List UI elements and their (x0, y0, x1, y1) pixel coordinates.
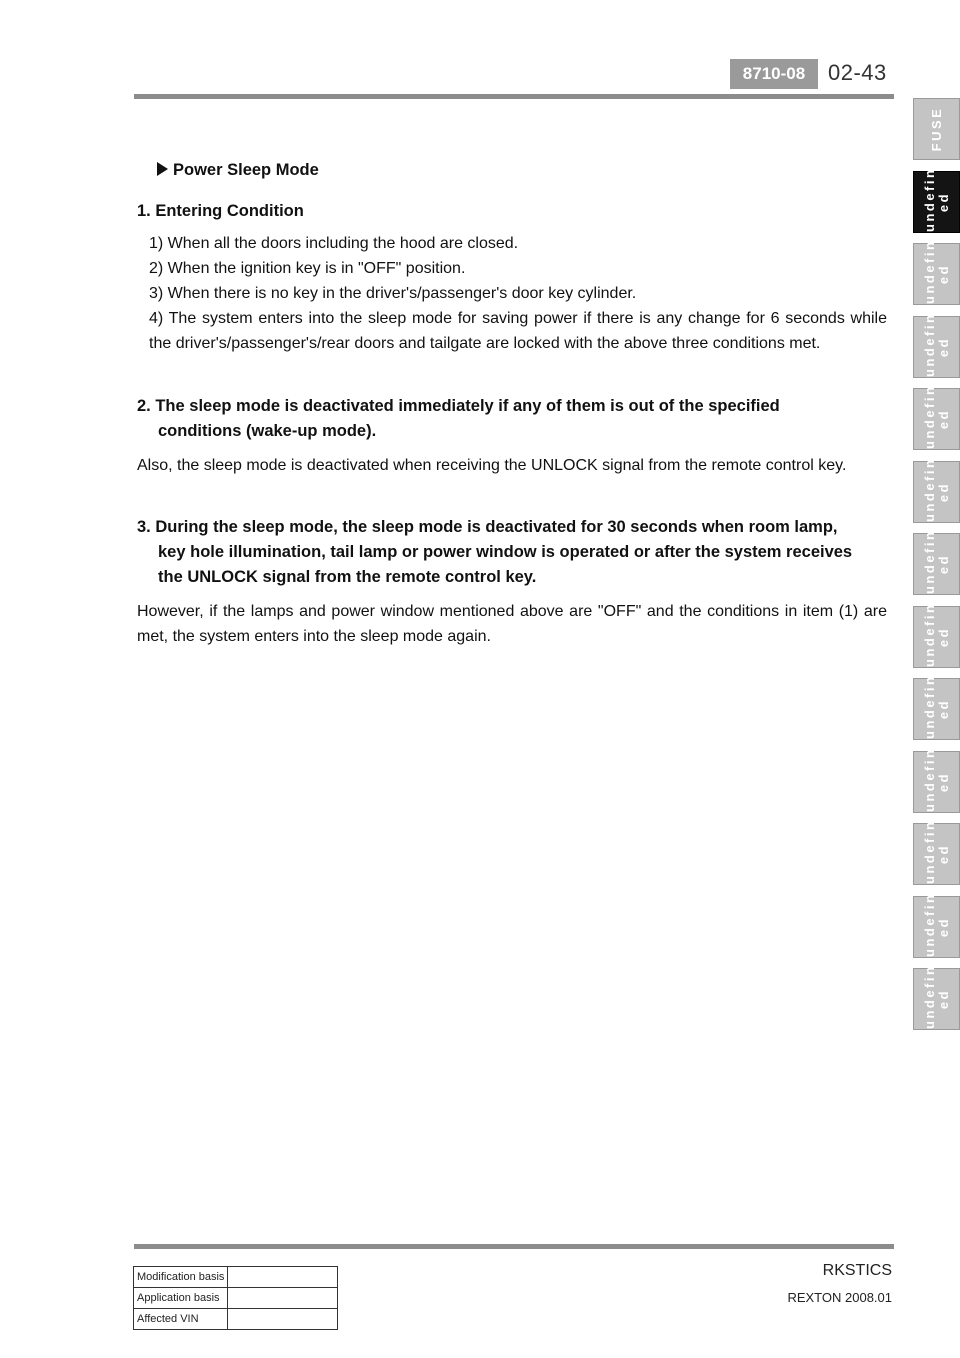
list-item: 4) The system enters into the sleep mode for saving power if there is any change for 6 seconds while the driver's/passenger's/rear doors and tailgate are locked with the above three conditions met. (149, 310, 887, 352)
page-number: 02-43 (828, 60, 887, 85)
deactivation-text: Also, the sleep mode is deactivated when receiving the UNLOCK signal from the remote control key. (137, 457, 847, 474)
side-tab-label: undefin ed (921, 892, 951, 957)
sleep-mode-text: However, if the lamps and power window mentioned above are "OFF" and the conditions in item (1) are met, the system enters into the sleep mode again. (137, 603, 887, 645)
basis-label: Application basis (134, 1288, 228, 1309)
deactivation-heading: 2. The sleep mode is deactivated immediately if any of them is out of the specified conditions (wake-up mode). (137, 397, 780, 440)
side-tab-label: undefin ed (921, 602, 951, 667)
side-tab[interactable] (913, 819, 960, 885)
table-row (134, 1267, 338, 1288)
side-tab-label: undefin ed (921, 167, 951, 232)
footer-rule (134, 1244, 894, 1249)
side-tab[interactable] (913, 457, 960, 523)
basis-value (228, 1267, 338, 1288)
side-tab-label: undefin ed (921, 384, 951, 449)
side-tab-label: undefin ed (921, 529, 951, 594)
side-tab-label: undefin ed (921, 312, 951, 377)
section-code-badge: 8710-08 (730, 59, 818, 89)
side-tab-label: undefin ed (921, 819, 951, 884)
side-tab-label: undefin ed (921, 457, 951, 522)
triangle-bullet-icon (157, 162, 168, 176)
header-rule (134, 94, 894, 99)
basis-label: Affected VIN (134, 1309, 228, 1330)
list-item: 1) When all the doors including the hood are closed. (149, 235, 519, 252)
table-row (134, 1288, 338, 1309)
side-tab-label: undefin ed (921, 239, 951, 304)
side-tab[interactable] (913, 529, 960, 595)
side-tab-label: undefin ed (921, 747, 951, 812)
side-tab[interactable] (913, 964, 960, 1030)
table-row (134, 1309, 338, 1330)
side-tab-label: FUSE (928, 106, 944, 152)
side-tab[interactable] (913, 674, 960, 740)
basis-table (133, 1266, 338, 1330)
side-tab[interactable] (913, 239, 960, 305)
side-tab-label: undefin ed (921, 964, 951, 1029)
footer-model: REXTON 2008.01 (787, 1290, 892, 1305)
sleep-mode-heading: 3. During the sleep mode, the sleep mode is deactivated for 30 seconds when room lamp, key hole illumination, tail lamp or power window is operated or after the system receives the UNLOCK signal from the remote control key. (137, 518, 853, 586)
list-item: 3) When there is no key in the driver's/passenger's door key cylinder. (149, 285, 637, 302)
main-content (137, 158, 887, 649)
side-tab[interactable] (913, 747, 960, 813)
footer-brand: RKSTICS (822, 1262, 892, 1279)
side-tab[interactable] (913, 167, 960, 233)
list-item: 2) When the ignition key is in "OFF" position. (149, 260, 466, 277)
side-tab[interactable] (913, 312, 960, 378)
side-tab[interactable] (913, 602, 960, 668)
basis-value (228, 1309, 338, 1330)
basis-label: Modification basis (134, 1267, 228, 1288)
side-tab[interactable] (913, 892, 960, 958)
side-tab-label: undefin ed (921, 674, 951, 739)
section-title-text: Power Sleep Mode (173, 161, 319, 179)
side-tab[interactable] (913, 384, 960, 450)
side-tab-fuse[interactable] (913, 98, 960, 160)
condition-list (137, 231, 887, 356)
entering-condition-heading: 1. Entering Condition (137, 202, 304, 220)
basis-value (228, 1288, 338, 1309)
section-title (157, 158, 887, 183)
